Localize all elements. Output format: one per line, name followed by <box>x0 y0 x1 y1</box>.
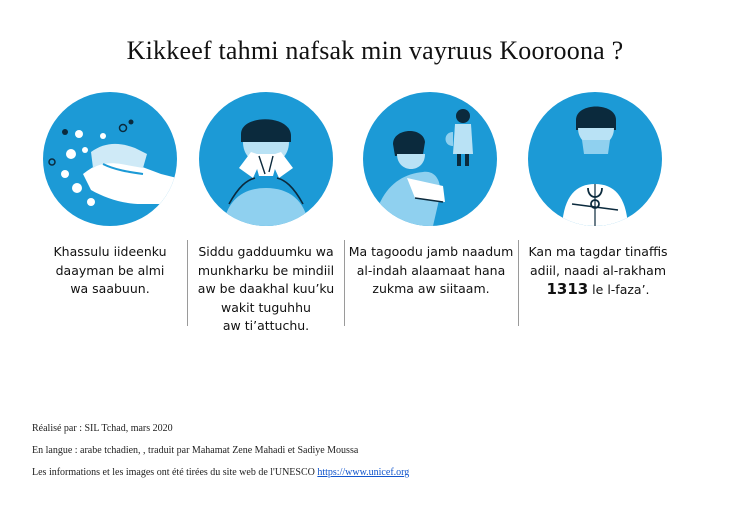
caption-line: Siddu gadduumku wa <box>198 244 334 259</box>
caption-line: Khassulu iideenku <box>53 244 167 259</box>
caption-line: Kan ma tagdar tinaffis <box>528 244 668 259</box>
step-2-caption <box>190 243 342 336</box>
credit-language: En langue : arabe tchadien, , traduit par Mahamat Zene Mahadi et Sadiye Moussa <box>32 445 359 456</box>
caption-line: aw be daakhal kuu’ku <box>197 281 335 296</box>
page-title: Kikkeef tahmi nafsak min vayruus Kooroona ? <box>126 36 624 65</box>
caption-line-suffix: le l-faza’. <box>588 282 650 297</box>
emergency-number: 1313 <box>546 280 589 298</box>
caption-line: daayman be almi <box>55 262 165 278</box>
doctor-icon <box>528 92 662 226</box>
caption-line: al-indah alaamaat hana <box>356 262 506 278</box>
column-divider <box>187 240 188 326</box>
hand-washing-icon <box>43 92 177 226</box>
credit-source <box>32 462 409 484</box>
step-1-caption <box>36 243 184 299</box>
caption-line: zukma aw siitaam. <box>372 281 490 296</box>
caption-line: wakit tuguhhu <box>221 299 311 315</box>
source-link[interactable]: https://www.unicef.org <box>317 467 410 478</box>
caption-line <box>522 280 674 300</box>
credit-author: Réalisé par : SIL Tchad, mars 2020 <box>32 423 173 434</box>
sneeze-into-tissue-icon <box>199 92 333 226</box>
caption-line: wa saabuun. <box>70 281 150 296</box>
step-4-caption <box>522 243 674 300</box>
caption-line: aw ti’attuchu. <box>222 318 310 333</box>
step-3-caption <box>346 243 516 299</box>
caption-line: munkharku be mindiil <box>197 262 335 278</box>
caption-line: Ma tagoodu jamb naadum <box>348 244 514 259</box>
column-divider <box>518 240 519 326</box>
credit-source-text: Les informations et les images ont été tirées du site web de l'UNESCO <box>32 467 318 478</box>
column-divider <box>344 240 345 326</box>
keep-distance-icon <box>363 92 497 226</box>
credits <box>32 418 409 484</box>
caption-line: adiil, naadi al-rakham <box>529 262 667 278</box>
